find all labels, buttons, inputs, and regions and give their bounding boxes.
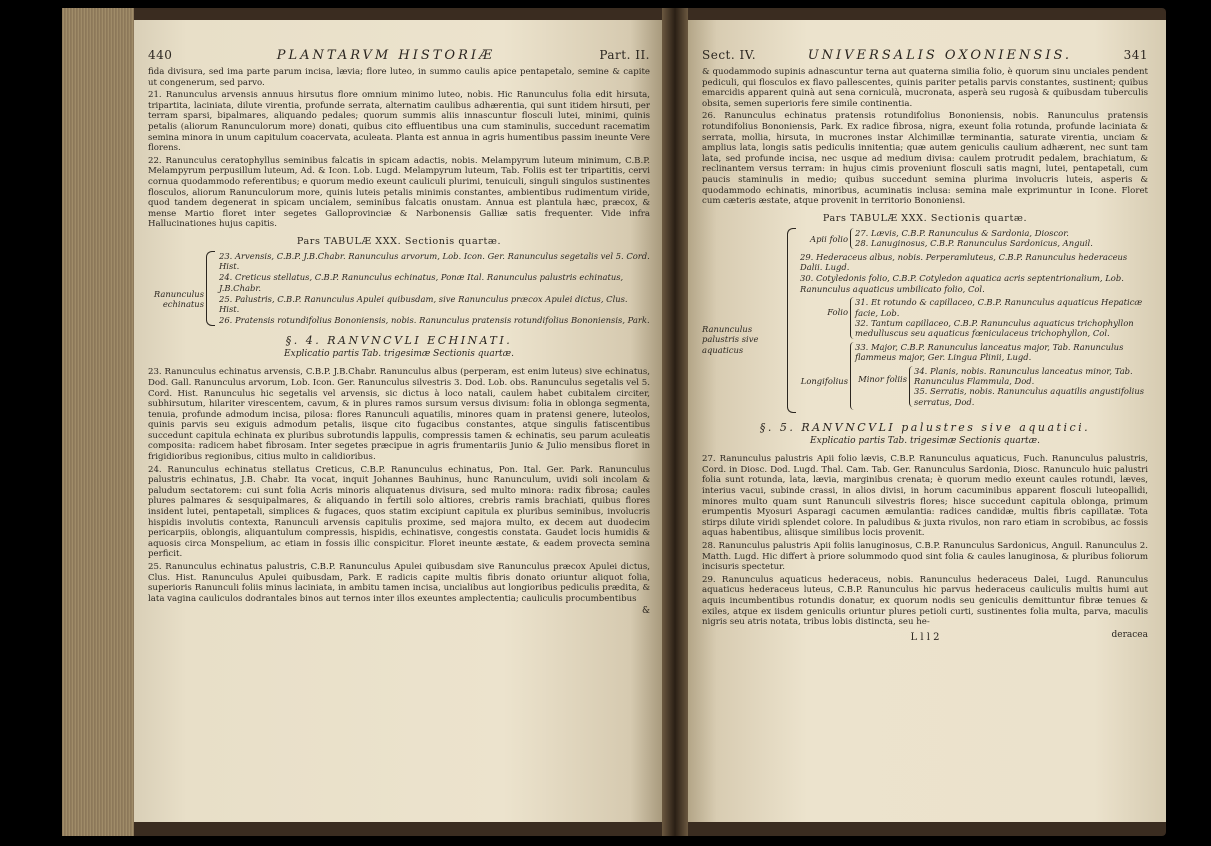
longifolius-label: Longifolius <box>800 375 848 386</box>
tabula-items <box>219 251 650 326</box>
paragraph-25: 25. Ranunculus echinatus palustris, C.B.P. Ranunculus Apulei quibusdam sive Ranunculus præcox Apulei dictus, Clus. Hist. Ranunculus Apulei quibusdam, Park. E radicis capite multis fibris donato oriuntur aliquot folia, superioris Ranunculi foliis minus laciniata, in ambitu tamen incisa, uncialibus aut longioribus pediculis prædita, & lata vagina cauliculos dodrantales binos aut ternos inter illos exeuntes amplectentia; cauliculis procumbentibus <box>148 562 650 604</box>
signature-mark: L l l 2 <box>910 631 940 643</box>
right-page-footer <box>702 630 1148 643</box>
book-spine <box>662 8 688 836</box>
apii-label: Apii folio <box>810 233 848 244</box>
left-page-header <box>148 48 650 63</box>
folio-group <box>800 297 1148 339</box>
left-section-subheading: Explicatio partis Tab. trigesimæ Sectionis quartæ. <box>284 349 514 360</box>
tabula-item-33: 33. Major, C.B.P. Ranunculus lanceatus major, Tab. Ranunculus flammeus major, Ger. Lingua Plinii, Lugd. <box>855 341 1124 363</box>
paragraph-26: 26. Ranunculus echinatus pratensis rotundifolius Bononiensis, nobis. Ranunculus pratensis rotundifolius Bononiensis, Park. Ex radice fibrosa, nigra, exeunt folia rotunda, profunde laciniata & serrata, mollia, hirsuta, in mucrones instar Alchimillæ terminantia, saturate virentia, unciam & amplius lata, longis satis pediculis innitentia; quæ autem geniculis caulium adhærent, nec sunt tam lata, sed profunde incisa, nec usque ad medium divisa: caulem protrudit pedalem, brachiatum, & reclinantem versus terram: in hujus cimis proveniunt flosculi satis magni, lutei, pentapetali, cum paucis staminulis in medio; quibus succedunt semina plurima involucris luteis, asperis & quodammodo echinatis, minoribus, acuminatis inclusa: semina male exprimuntur in Icone. Floret cum cæteris æstate, atque provenit in territorio Bononiensi. <box>702 111 1148 207</box>
right-tabula <box>702 228 1148 414</box>
longifolius-items <box>850 342 1148 410</box>
left-intro-paragraph: fida divisura, sed ima parte parum incisa, lævia; flore luteo, in summo caulis apice pentapetalo, semine & capite ut congenerum, sed parvo. <box>148 67 650 88</box>
minor-label: Minor foliis <box>858 373 907 384</box>
paragraph-29: 29. Ranunculus aquaticus hederaceus, nobis. Ranunculus hederaceus Dalei, Lugd. Ranunculus aquaticus hederaceus luteus, C.B.P. Ranunculus hic parvus hederaceus cauliculis multis humi aut aquis incumbentibus rotundis donatur, ex quorum nodis seu geniculis demittuntur fibræ tenues & exiles, atque ex iisdem geniculis oriuntur plures petioli curti, sustinentes folia multa, parva, maculis nigris seu atris notata, tribus lobis distincta, seu he- <box>702 574 1148 628</box>
tabula-item-29: 29. Hederaceus albus, nobis. Perperamluteus, C.B.P. Ranunculus hederaceus Dalii. Lugd. <box>800 251 1128 272</box>
folio-items <box>850 297 1148 339</box>
right-intro-paragraph: & quodammodo supinis adnascuntur terna aut quaterna similia folio, è quorum sinu unciales pendent pediculi, qui flosculos ex flavo pallescentes, quinis pariter petalis parvis constantes, sustinent; quibus emarcidis apparent quinà aut sena corniculà, mucronata, asperà seu rugosà & quibusdam tuberculis obsita, semen superioris fere simile continentia. <box>702 67 1148 109</box>
tabula-item-26: 26. Pratensis rotundifolius Bononiensis, nobis. Ranunculus pratensis rotundifolius Bononiensis, Park. <box>219 315 650 326</box>
right-tabula-label: Ranunculus palustris sive aquaticus <box>702 323 759 355</box>
tabula-item-23: 23. Arvensis, C.B.P. J.B.Chabr. Ranunculus arvorum, Lob. Icon. Ger. Ranunculus segetalis vel 5. Cord. Hist. <box>219 250 650 272</box>
paragraph-24: 24. Ranunculus echinatus stellatus Creticus, C.B.P. Ranunculus echinatus, Pon. Ital. Ger. Park. Ranunculus palustris echinatus, J.B. Chabr. Ita vocat, inquit Johannes Bauhinus, hunc Ranunculum, uvidi soli incolam & paludum sectatorem: cui sunt folia Acris minoris aliquatenus divisura, sed multo minora: radix fibrosa; caules plures palmares & sesquipalmares, & aliquando in fertili solo altiores, crebris ramis brachiati, quibus flores insident lutei, pentapetali, simplices & fugaces, quos statim excipiunt capitula ex pluribus seminibus, involucris hispidis involutis contexta, Ranunculi arvensis capitulis proxime, sed majora multo, ex decem aut duodecim pericarpiis, oblongis, aliquantulum compressis, hispidis, echinatisve, congestis constata. Gaudet locis humidis & aquosis circa Monspelium, ac etiam in fossis illic conspicitur. Floret ineunte æstate, & eadem provecta semina perficit. <box>148 464 650 560</box>
longifolius-group <box>800 342 1148 410</box>
tabula-item-31: 31. Et rotundo & capillaceo, C.B.P. Ranunculus aquaticus Hepaticæ facie, Lob. <box>855 297 1143 318</box>
paragraph-27: 27. Ranunculus palustris Apii folio lævis, C.B.P. Ranunculus aquaticus, Fuch. Ranunculus palustris, Cord. in Diosc. Dod. Lugd. Thal. Cam. Tab. Ger. Ranunculus Sardonia, Diosc. Ranunculo huic palustri folia sunt rotunda, lata, lævia, marginibus crenata; è quorum medio exeunt caules rotundi, læves, interius vacui, subinde crassi, in alios divisi, in horum cacuminibus apparent flosculi luteopallidi, minores multo quam sunt Ranunculi silvestris flores; hisce succedunt capitula oblonga, primum erumpentis Myosuri Asparagi cacumen æmulantia: radices candidæ, multis fibris capillatæ. Tota stirps dilute viridi splendet colore. In paludibus & juxta rivulos, non raro etiam in scrobibus, ac fossis aquas habentibus, aliisque similibus locis provenit. <box>702 454 1148 539</box>
left-catchword: & <box>641 606 650 617</box>
tabula-item-34: 34. Planis, nobis. Ranunculus lanceatus minor, Tab. Ranunculus Flammula, Dod. <box>914 365 1133 386</box>
paragraph-23: 23. Ranunculus echinatus arvensis, C.B.P. J.B.Chabr. Ranunculus albus (perperam, est enim luteus) sive echinatus, Dod. Gall. Ranunculus arvorum, Lob. Icon. Ger. Ranunculus silvestris 3. Dod. Lob. obs. Ranunculus segetalis vel 5. Cord. Hist. Ranunculus hic segetalis vel arvensis, sic dictus à loco natali, caulem habet cubitalem circiter, subhirsutum, hilariter virescentem, cavum, & in plures ramos sursum versus divisum: folia in oblonga segmenta, tenuia, profunde admodum incisa, pilosa: flores Ranunculi aquatilis, minores quam in pratensi genere, luteolos, quinis parvis seu exiguis admodum petalis, iisque cito fugacibus constantes, atque singulis fatiscentibus succedunt capitula echinata ex pluribus subrotundis lappulis, compressis tamen & echinatis, seu parum aculeatis composita: radicem habet fibrosam. Inter segetes præcipue in agris frumentariis Junio & Julio mensibus floret in frigidioribus regionibus, citius multo in calidioribus. <box>148 367 650 463</box>
left-page-number: 440 <box>148 48 173 62</box>
left-section-heading: §. 4. RANVNCVLI ECHINATI. <box>285 334 513 348</box>
left-tabula <box>148 251 650 326</box>
tabula-item-35: 35. Serratis, nobis. Ranunculus aquatilis angustifolius serratus, Dod. <box>914 386 1145 407</box>
right-page <box>688 20 1166 822</box>
right-page-number: 341 <box>1123 48 1148 62</box>
right-tabula-body <box>800 228 1148 414</box>
right-section-heading: §. 5. RANVNCVLI palustres sive aquatici. <box>759 421 1091 435</box>
minor-group <box>855 366 1148 408</box>
tabula-item-27: 27. Lævis, C.B.P. Ranunculus & Sardonia, Dioscor. <box>855 227 1069 238</box>
right-section-label: Sect. IV. <box>702 48 757 62</box>
tabula-item-32: 32. Tantum capillaceo, C.B.P. Ranunculus aquaticus trichophyllon medulluscus seu aquaticus fœniculaceus trichophyllon, Col. <box>855 317 1134 339</box>
left-running-title: PLANTARVM HISTORIÆ <box>276 48 496 63</box>
right-running-title: UNIVERSALIS OXONIENSIS. <box>807 48 1073 63</box>
tabula-item-30: 30. Cotyledonis folio, C.B.P. Cotyledon aquatica acris septentrionalium, Lob. Ranunculus aquaticus umbilicato folio, Col. <box>800 273 1124 294</box>
paragraph-28: 28. Ranunculus palustris Apii foliis lanuginosus, C.B.P. Ranunculus Sardonicus, Anguil. Ranunculus 2. Matth. Lugd. Hic differt à priore solummodo quod sint folia & caules lanuginosa, & pluribus foliorum incisuris spectetur. <box>702 540 1148 573</box>
tabula-item-24: 24. Creticus stellatus, C.B.P. Ranunculus echinatus, Ponæ Ital. Ranunculus palustris echinatus, J.B.Chabr. <box>219 272 624 293</box>
tabula-item-25: 25. Palustris, C.B.P. Ranunculus Apulei quibusdam, sive Ranunculus præcox Apulei dictus, Clus. Hist. <box>219 293 628 314</box>
brace <box>206 251 215 326</box>
minor-items <box>909 366 1148 408</box>
paragraph-22: 22. Ranunculus ceratophyllus seminibus falcatis in spicam adactis, nobis. Melampyrum luteum minimum, C.B.P. Melampyrum perpusillum luteum, Ad. & Icon. Lob. Lugd. Melampyrum luteum, Tab. Foliis est ter tripartitis, cervi cornua quodammodo referentibus; e quorum medio exeunt cauliculi plurimi, tenuiculi, singuli singulos sustinentes flosculos, aliorum Ranunculorum more, quinis luteis petalis minimis constantes, ambientibus rudimentum viride, quod tandem degenerat in spicam uncialem, seminibus falcatis onustam. Annua est plantula hæc, præcox, & mense Martio floret inter segetes Galloprovinciæ & Narbonensis Galliæ satis frequenter. Vide infra Hallucinationes hujus capitis. <box>148 155 650 230</box>
right-catchword: deracea <box>1111 629 1149 640</box>
open-book <box>62 8 1166 836</box>
right-page-header <box>702 48 1148 63</box>
apii-items <box>850 228 1148 249</box>
tabula-label: Ranunculus echinatus <box>153 288 204 310</box>
left-page-edges <box>62 8 134 836</box>
apii-group <box>800 228 1148 249</box>
right-main-brace <box>787 228 796 414</box>
left-pars-heading: Pars TABULÆ XXX. Sectionis quartæ. <box>296 235 502 247</box>
left-part-label: Part. II. <box>599 48 650 62</box>
tabula-item-28: 28. Lanuginosus, C.B.P. Ranunculus Sardonicus, Anguil. <box>855 238 1093 249</box>
right-section-subheading: Explicatio partis Tab. trigesimæ Sectionis quartæ. <box>810 436 1040 447</box>
left-page <box>134 20 662 822</box>
folio-label: Folio <box>827 307 848 318</box>
paragraph-21: 21. Ranunculus arvensis annuus hirsutus flore omnium minimo luteo, nobis. Hic Ranunculus folia edit hirsuta, tripartita, laciniata, dilute virentia, profunde serrata, alternatim caulibus adhærentia, qui sunt itidem hirsuti, per terram sparsi, bipalmares, aliquando pedales; quorum summis aliis innascuntur flosculi lutei, minimi, quinis petalis (aliorum Ranunculorum more) donati, quibus cito effluentibus una cum staminulis, succedunt racematim semina minora in unum capitulum coacervata, aculeata. Planta est annua in agris humentibus passim ineunte Vere florens. <box>148 90 650 154</box>
right-pars-heading: Pars TABULÆ XXX. Sectionis quartæ. <box>822 212 1028 224</box>
